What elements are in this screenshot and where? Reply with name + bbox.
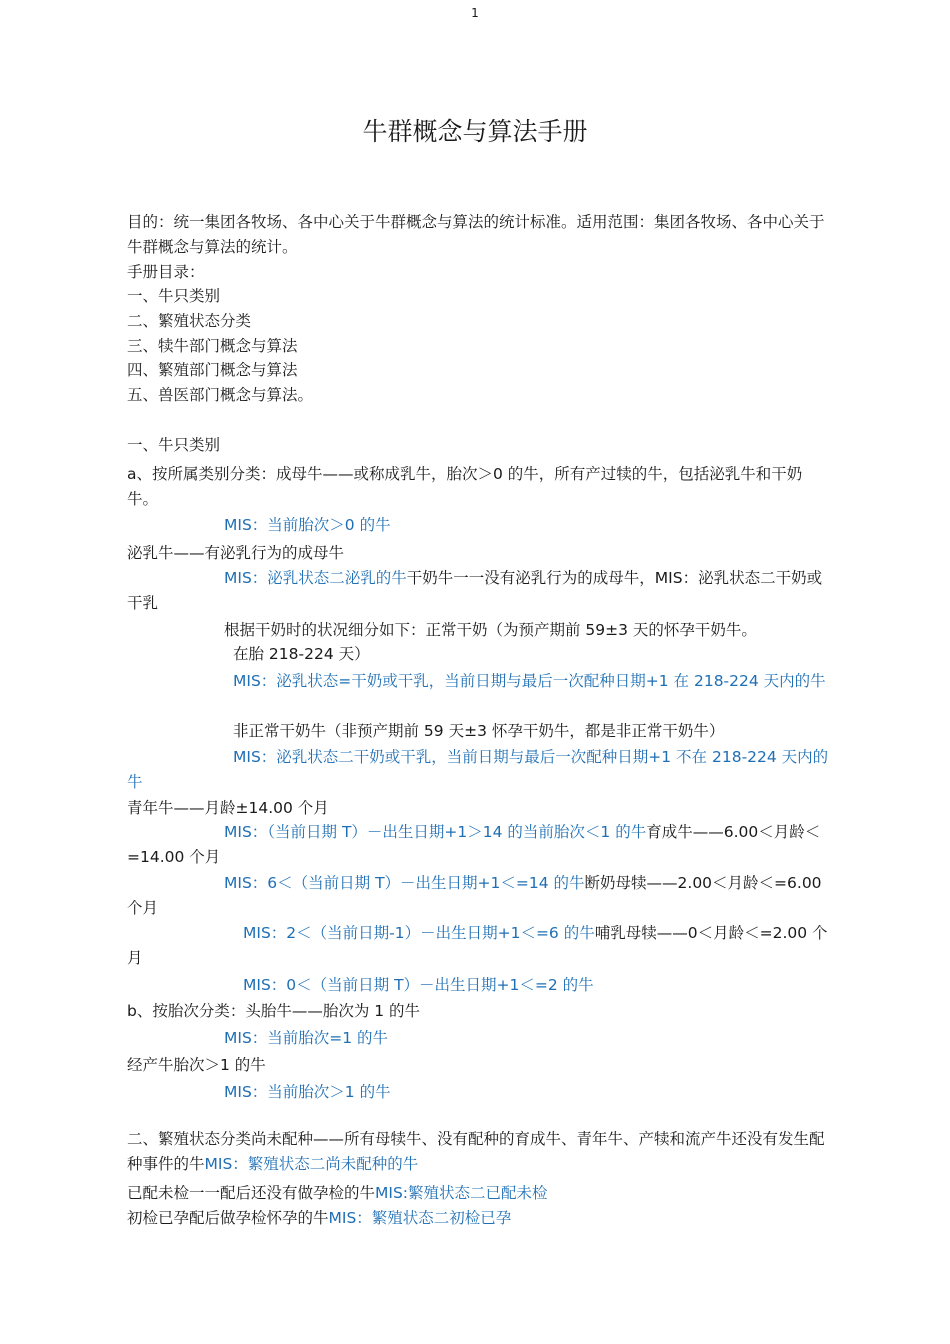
- dry-definition: 干奶牛一一没有泌乳行为的成母牛，MIS：泌乳状态二干奶或干乳: [127, 569, 823, 612]
- toc-item-3: 三、犊牛部门概念与算法: [127, 337, 298, 355]
- lactating-definition: 泌乳牛——有泌乳行为的成母牛: [127, 544, 345, 562]
- section-2-heading: 二、繁殖状态分类尚未配种——所有母犊牛、没有配种的育成牛、青年牛、产犊和流产牛还没有发生配种事件的牛: [127, 1130, 825, 1173]
- mis-unbred: MIS：繁殖状态二尚未配种的牛: [204, 1155, 419, 1173]
- toc-heading: 手册目录：: [127, 263, 205, 281]
- mis-first-check: MIS：繁殖状态二初检已孕: [328, 1209, 512, 1227]
- purpose-paragraph: 目的：统一集团各牧场、各中心关于牛群概念与算法的统计标准。适用范围：集团各牧场、各中心关于牛群概念与算法的统计。: [127, 213, 825, 256]
- dry-detail-2: 在胎 218-224 天）: [233, 645, 370, 663]
- category-intro: a、按所属类别分类：成母牛——或称成乳牛，胎次＞0 的牛，所有产过犊的牛，包括泌乳牛和干奶牛。: [127, 465, 803, 508]
- abnormal-dry-definition: 非正常干奶牛（非预产期前 59 天±3 怀孕干奶牛，都是非正常干奶牛）: [233, 722, 725, 740]
- mis-first-parity: MIS：当前胎次=1 的牛: [224, 1029, 389, 1047]
- first-check-definition: 初检已孕配后做孕检怀孕的牛: [127, 1209, 329, 1227]
- mis-nursing: MIS：0＜（当前日期 T）－出生日期+1＜=2 的牛: [243, 976, 594, 994]
- parity-intro: b、按胎次分类：头胎牛——胎次为 1 的牛: [127, 1002, 421, 1020]
- section-2-paragraph: [127, 1127, 833, 1177]
- mis-bred-unchecked: MIS:繁殖状态二已配未检: [375, 1184, 548, 1202]
- toc-item-4: 四、繁殖部门概念与算法: [127, 361, 298, 379]
- mis-lactating: MIS：泌乳状态二泌乳的牛: [224, 569, 407, 587]
- toc-item-5: 五、兽医部门概念与算法。: [127, 386, 314, 404]
- heifer-definition: 育成牛——6.00＜月龄＜=14.00 个月: [127, 823, 821, 866]
- mis-multiparous: MIS：当前胎次＞1 的牛: [224, 1083, 391, 1101]
- mis-normal-dry: MIS：泌乳状态=干奶或干乳，当前日期与最后一次配种日期+1 在 218-224 天内的牛: [233, 672, 826, 690]
- mis-youth: MIS：（当前日期 T）－出生日期+1＞14 的当前胎次＜1 的牛: [224, 823, 647, 841]
- dry-detail-1: 根据干奶时的状况细分如下：正常干奶（为预产期前 59±3 天的怀孕干奶牛。: [224, 621, 757, 639]
- youth-heifer-paragraph: [127, 820, 833, 870]
- mis-abnormal-dry: MIS：泌乳状态二干奶或干乳，当前日期与最后一次配种日期+1 不在 218-224 天内的牛: [127, 748, 829, 791]
- toc-item-2: 二、繁殖状态分类: [127, 312, 252, 330]
- bred-unchecked-line: [127, 1181, 833, 1206]
- page-number: 1: [471, 6, 479, 20]
- toc-item-1: 一、牛只类别: [127, 287, 221, 305]
- mis-heifer: MIS：6＜（当前日期 T）－出生日期+1＜=14 的牛: [224, 874, 585, 892]
- section-1-heading: 一、牛只类别: [127, 436, 221, 454]
- dry-cow-paragraph: [127, 566, 833, 616]
- mis-adult: MIS：当前胎次＞0 的牛: [224, 516, 391, 534]
- weaned-nursing-paragraph: [127, 921, 833, 971]
- youth-definition: 青年牛——月龄±14.00 个月: [127, 799, 329, 817]
- bred-unchecked-definition: 已配未检一一配后还没有做孕检的牛: [127, 1184, 376, 1202]
- heifer-weaned-paragraph: [127, 871, 833, 921]
- weaned-definition: 断奶母犊——2.00＜月龄＜=6.00 个月: [127, 874, 822, 917]
- document-title: 牛群概念与算法手册: [362, 117, 588, 146]
- multiparous-definition: 经产牛胎次＞1 的牛: [127, 1056, 266, 1074]
- nursing-definition: 哺乳母犊——0＜月龄＜=2.00 个月: [127, 924, 828, 967]
- mis-weaned: MIS：2＜（当前日期-1）－出生日期+1＜=6 的牛: [243, 924, 595, 942]
- first-check-line: [127, 1206, 833, 1231]
